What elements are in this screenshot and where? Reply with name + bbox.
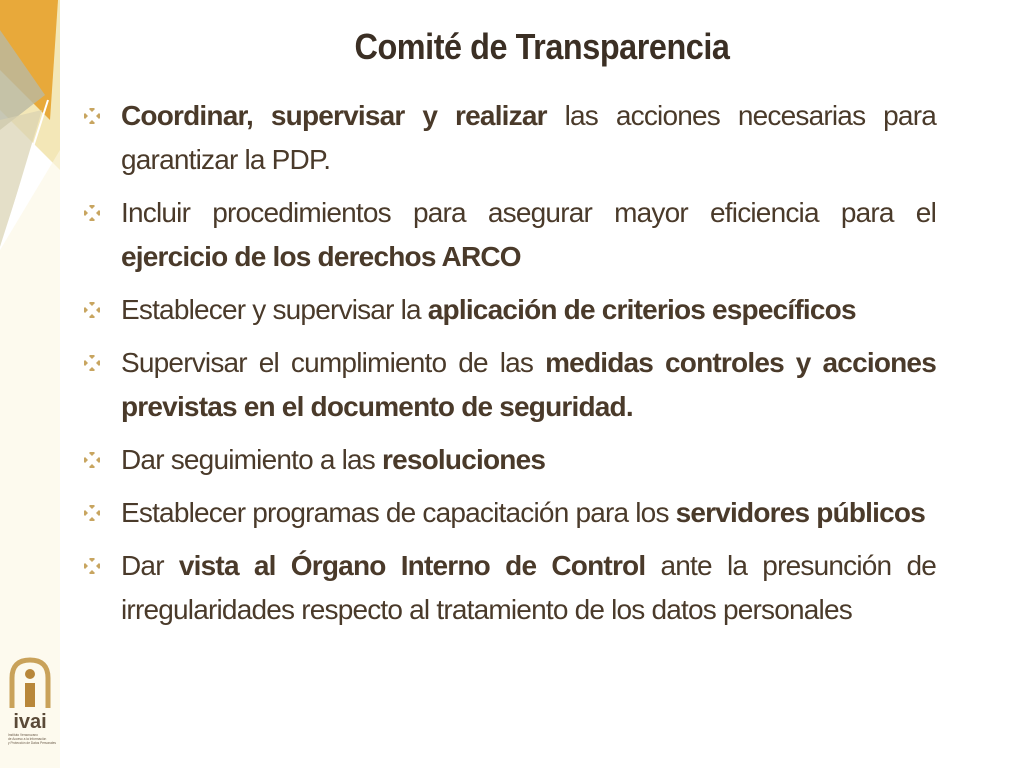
- bullet-text-bold: resoluciones: [381, 444, 546, 475]
- bullet-item: [84, 341, 936, 429]
- diamond-star-icon: [84, 355, 100, 371]
- diamond-star-icon: [84, 302, 100, 318]
- diamond-star-icon: [84, 505, 100, 521]
- bullet-text: Establecer programas de capacitación para los: [121, 497, 676, 528]
- bullet-item: [84, 191, 936, 279]
- bullet-item: [84, 288, 936, 332]
- bullet-text-bold: servidores públicos: [675, 497, 925, 528]
- diamond-star-icon: [84, 452, 100, 468]
- diamond-star-icon: [84, 108, 100, 124]
- bullet-item: [84, 491, 936, 535]
- diamond-star-icon: [84, 558, 100, 574]
- bullet-text-bold: aplicación de criterios específicos: [427, 294, 856, 325]
- bullet-text: Incluir procedimientos para asegurar mayor eficiencia para el: [121, 197, 936, 228]
- bullet-text-bold: Coordinar, supervisar y realizar: [121, 100, 547, 131]
- bullet-text: Establecer y supervisar la: [121, 294, 428, 325]
- bullet-text: Dar: [121, 550, 179, 581]
- slide-title: Comité de Transparencia: [354, 26, 730, 67]
- bullet-text: Dar seguimiento a las: [121, 444, 382, 475]
- bullet-text: ante la presunción de irregularidades respecto al tratamiento de los datos personales: [121, 550, 936, 625]
- ivai-logo: [4, 656, 56, 756]
- bullet-text: las acciones necesarias para garantizar la PDP.: [121, 100, 936, 175]
- decorative-side-strip: [0, 0, 60, 768]
- bullet-list: [84, 94, 936, 641]
- bullet-text-bold: medidas controles y acciones previstas en el documento de seguridad.: [121, 347, 936, 422]
- bullet-text: Supervisar el cumplimiento de las: [121, 347, 546, 378]
- ivai-emblem-icon: [4, 656, 56, 756]
- svg-text:Instituto Veracruzano de: Instituto Veracruzano de Acceso a la Información y Protección de Datos Personales: [8, 733, 56, 745]
- bullet-text-bold: vista al Órgano Interno de Control: [178, 550, 646, 581]
- bullet-text-bold: ejercicio de los derechos ARCO: [121, 241, 521, 272]
- diamond-star-icon: [84, 205, 100, 221]
- bullet-item: [84, 94, 936, 182]
- bullet-item: [84, 438, 936, 482]
- bullet-item: [84, 544, 936, 632]
- logo-wordmark: ivai: [13, 711, 47, 733]
